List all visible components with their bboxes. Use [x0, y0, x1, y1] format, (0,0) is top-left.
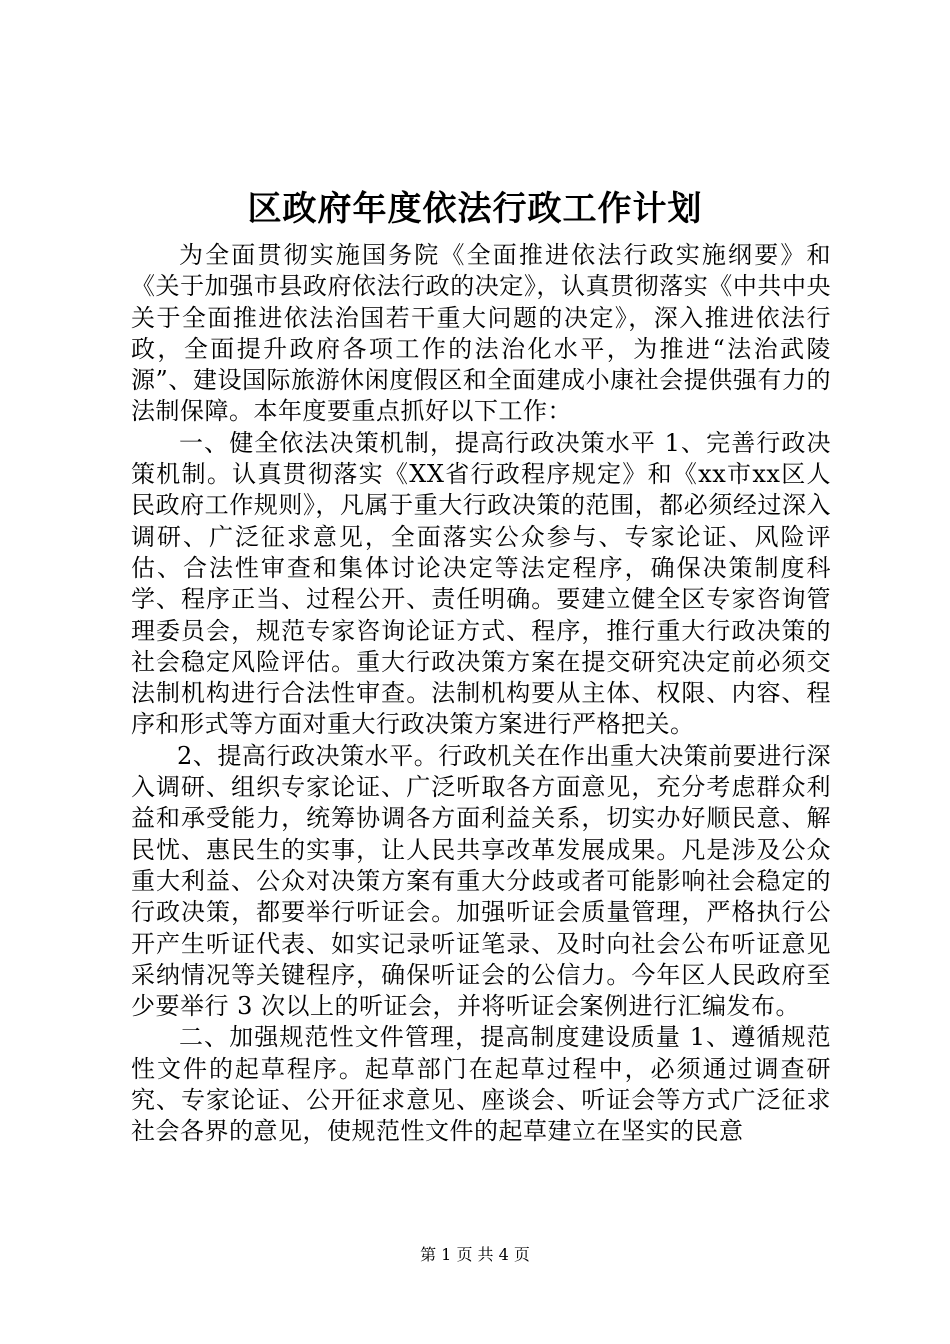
paragraph-intro: 为全面贯彻实施国务院《全面推进依法行政实施纲要》和《关于加强市县政府依法行政的决定》，认真贯彻落实《中共中央关于全面推进依法治国若干重大问题的决定》，深入推进依法行政，全面提升政府各项工作的法治化水平，为推进“法治武陵源”、建设国际旅游休闲度假区和全面建成小康社会提供强有力的法制保障。本年度要重点抓好以下工作： [131, 241, 831, 426]
paragraph-section-1-2: 2、提高行政决策水平。行政机关在作出重大决策前要进行深入调研、组织专家论证、广泛听取各方面意见，充分考虑群众利益和承受能力，统筹协调各方面利益关系，切实办好顺民意、解民忧、惠民生的实事，让人民共享改革发展成果。凡是涉及公众重大利益、公众对决策方案有重大分歧或者可能影响社会稳定的行政决策，都要举行听证会。加强听证会质量管理，严格执行公开产生听证代表、如实记录听证笔录、及时向社会公布听证意见采纳情况等关键程序，确保听证会的公信力。今年区人民政府至少要举行 3 次以上的听证会，并将听证会案例进行汇编发布。 [131, 741, 831, 1021]
page-footer: 第 1 页 共 4 页 [420, 1245, 530, 1264]
document-body [131, 240, 831, 1148]
document-title: 区政府年度依法行政工作计划 [247, 189, 703, 229]
paragraph-section-1: 一、健全依法决策机制，提高行政决策水平 1、完善行政决策机制。认真贯彻落实《XX省行政程序规定》和《xx市xx区人民政府工作规则》，凡属于重大行政决策的范围，都必须经过深入调研、广泛征求意见，全面落实公众参与、专家论证、风险评估、合法性审查和集体讨论决定等法定程序，确保决策制度科学、程序正当、过程公开、责任明确。要建立健全区专家咨询管理委员会，规范专家咨询论证方式、程序，推行重大行政决策的社会稳定风险评估。重大行政决策方案在提交研究决定前必须交法制机构进行合法性审查。法制机构要从主体、权限、内容、程序和形式等方面对重大行政决策方案进行严格把关。 [131, 428, 831, 739]
paragraph-section-2: 二、加强规范性文件管理，提高制度建设质量 1、遵循规范性文件的起草程序。起草部门在起草过程中，必须通过调查研究、专家论证、公开征求意见、座谈会、听证会等方式广泛征求社会各界的意见，使规范性文件的起草建立在坚实的民意 [131, 1023, 831, 1146]
